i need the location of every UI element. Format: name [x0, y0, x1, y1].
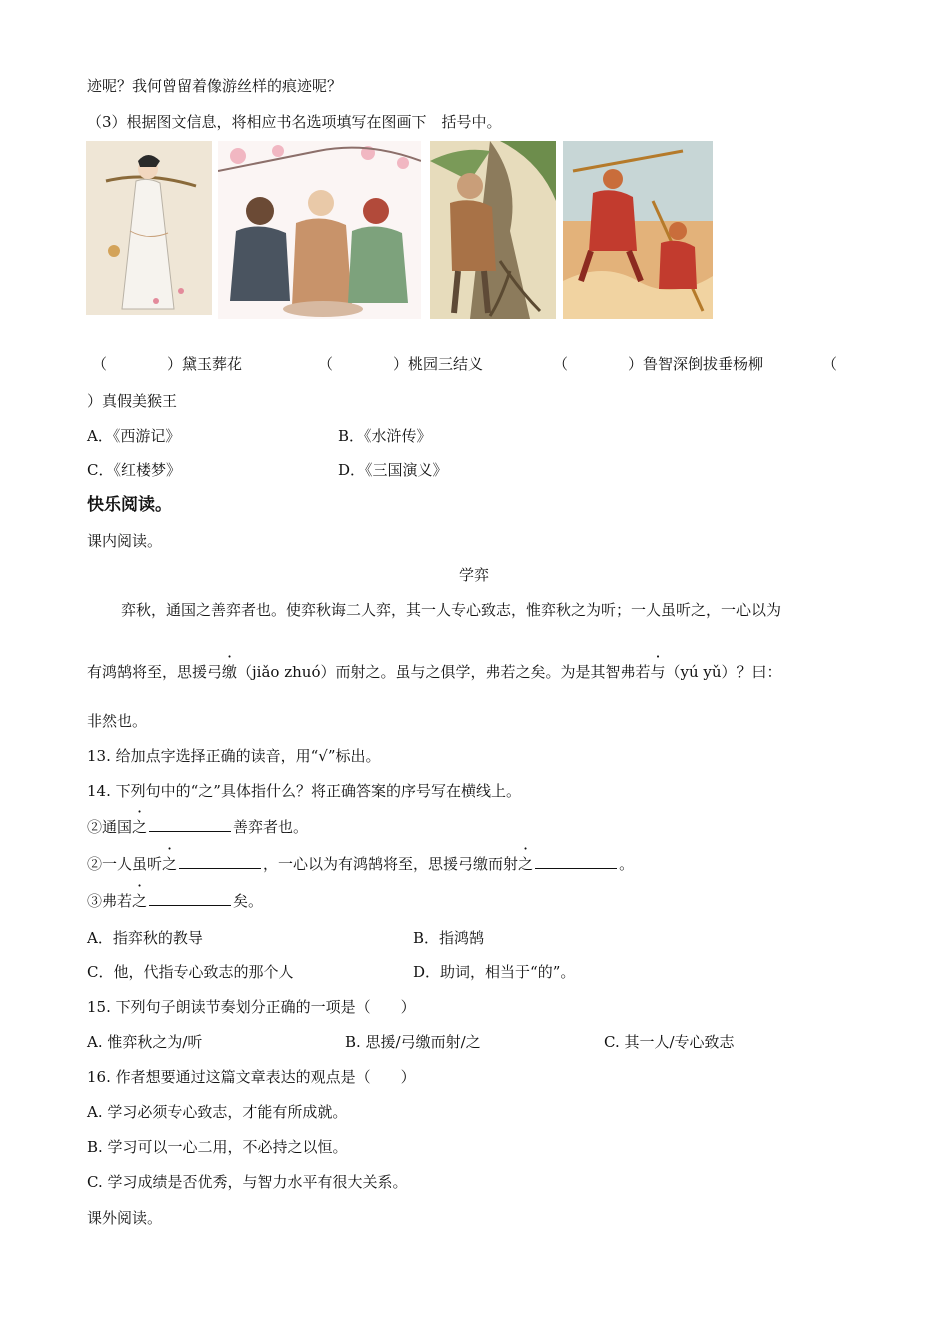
caption-2: （ ）桃园三结义	[318, 355, 484, 373]
caption-3: （ ）鲁智深倒拔垂杨柳	[553, 355, 764, 373]
q14-option-b: B．指鸿鹄	[413, 929, 485, 947]
answer-blank[interactable]	[179, 854, 261, 869]
q14-option-c: C．他，代指专心致志的那个人	[87, 963, 294, 981]
q14-option-d: D．助词，相当于“的”。	[413, 963, 576, 981]
q16-option-a: A. 学习必须专心致志，才能有所成就。	[87, 1103, 348, 1121]
q16-prompt: 16. 作者想要通过这篇文章表达的观点是（ ）	[87, 1068, 416, 1086]
q15-option-a: A. 惟弈秋之为/听	[87, 1033, 203, 1051]
peach-garden-oath-illustration	[218, 141, 421, 319]
q13-prompt: 13. 给加点字选择正确的读音，用“√”标出。	[87, 747, 381, 765]
q3-prompt: （3）根据图文信息，将相应书名选项填写在图画下 括号中。	[87, 113, 502, 131]
in-class-reading-label: 课内阅读。	[87, 532, 163, 550]
q15-prompt: 15. 下列句子朗读节奏划分正确的一项是（ ）	[87, 998, 416, 1016]
section-title: 快乐阅读。	[87, 495, 172, 515]
q3-option-c: C．《红楼梦》	[87, 461, 181, 479]
caption-4-open: （	[822, 355, 838, 373]
q14-sentence-2: ②一人虽听之 ，一心以为有鸿鹄将至，思援弓缴而射之 。	[87, 855, 635, 873]
dotted-char-yu: 与	[650, 663, 666, 681]
q15-option-b: B. 思援/弓缴而射/之	[345, 1033, 481, 1051]
caption-4: ）真假美猴王	[87, 392, 178, 410]
q15-option-c: C. 其一人/专心致志	[604, 1033, 735, 1051]
passage-line-3: 非然也。	[87, 712, 148, 730]
answer-blank[interactable]	[149, 817, 231, 832]
lu-zhishen-uproots-willow-illustration	[430, 141, 556, 319]
passage-title: 学弈	[459, 566, 490, 584]
q3-option-a: A．《西游记》	[87, 427, 181, 445]
q3-option-d: D．《三国演义》	[338, 461, 448, 479]
q16-option-c: C. 学习成绩是否优秀，与智力水平有很大关系。	[87, 1173, 408, 1191]
q3-option-b: B．《水浒传》	[338, 427, 432, 445]
dotted-char-jiao: 缴	[222, 663, 238, 681]
q14-prompt: 14. 下列句中的“之”具体指什么？将正确答案的序号写在横线上。	[87, 782, 521, 800]
caption-1: （ ）黛玉葬花	[92, 355, 243, 373]
true-false-monkey-king-illustration	[563, 141, 713, 319]
passage-line-2: 有鸿鹄将至，思援弓缴（jiǎo zhuó）而射之。虽与之俱学，弗若之矣。为是其智弗若与（yú yǔ）？曰：	[87, 663, 782, 681]
q14-sentence-3: ③弗若之 矣。	[87, 892, 264, 910]
passage-line-1: 弈秋，通国之善弈者也。使弈秋诲二人弈，其一人专心致志，惟弈秋之为听；一人虽听之，一心以为	[121, 601, 782, 619]
q14-sentence-1: ②通国之 善弈者也。	[87, 818, 309, 836]
top-text: 迹呢？我何曾留着像游丝样的痕迹呢？	[87, 77, 343, 95]
q14-option-a: A．指弈秋的教导	[87, 929, 203, 947]
out-class-reading-label: 课外阅读。	[87, 1209, 163, 1227]
q16-option-b: B. 学习可以一心二用，不必持之以恒。	[87, 1138, 348, 1156]
daiyu-burying-flowers-illustration	[86, 141, 212, 315]
answer-blank[interactable]	[149, 891, 231, 906]
answer-blank[interactable]	[535, 854, 617, 869]
